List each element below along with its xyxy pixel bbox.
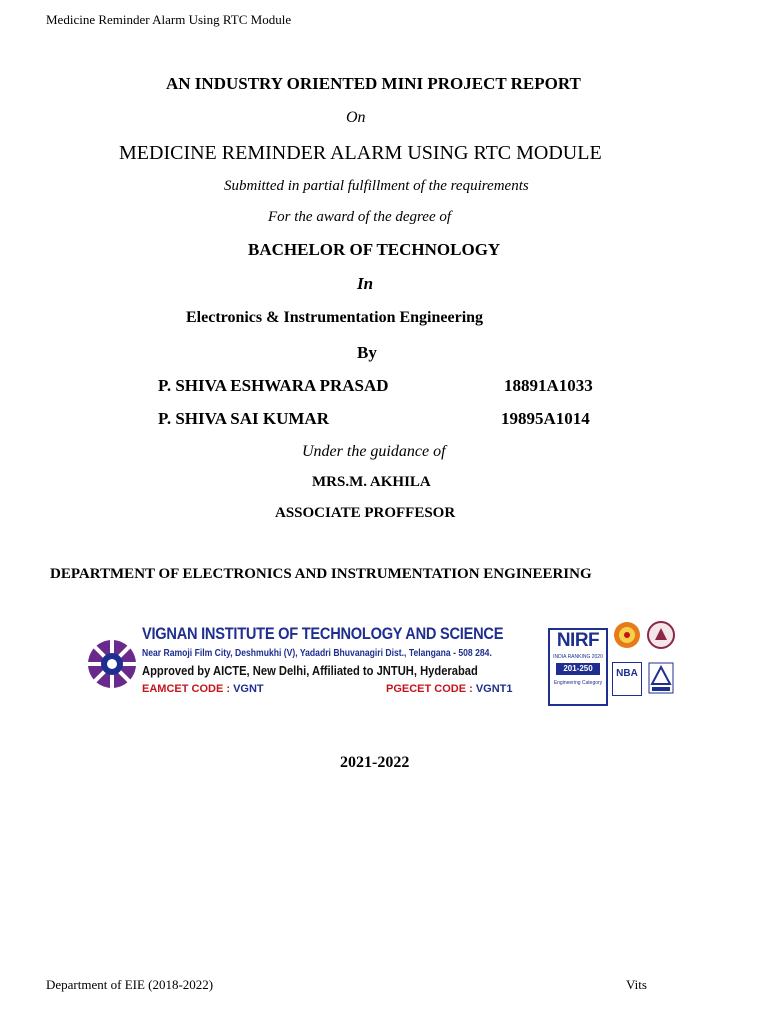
- guidance-line: Under the guidance of: [302, 443, 446, 460]
- on-label: On: [346, 109, 366, 126]
- student-name: P. SHIVA ESHWARA PRASAD: [158, 376, 389, 395]
- institute-name: VIGNAN INSTITUTE OF TECHNOLOGY AND SCIENCE: [142, 624, 504, 643]
- nirf-badge: [548, 628, 608, 706]
- student-roll: 18891A1033: [504, 376, 593, 395]
- award-line: For the award of the degree of: [268, 209, 452, 225]
- eamcet-value: VGNT: [233, 683, 264, 695]
- project-title: MEDICINE REMINDER ALARM USING RTC MODULE: [119, 142, 602, 164]
- eamcet-code: [142, 683, 264, 695]
- academic-year: 2021-2022: [340, 754, 410, 771]
- pgecet-value: VGNT1: [475, 683, 513, 695]
- nba-text: NBA: [616, 668, 638, 679]
- institute-logo-icon: [86, 622, 138, 706]
- degree: BACHELOR OF TECHNOLOGY: [248, 240, 501, 259]
- in-label: In: [357, 274, 374, 293]
- running-header: Medicine Reminder Alarm Using RTC Module: [46, 12, 292, 27]
- pgecet-label: PGECET CODE :: [386, 683, 476, 695]
- footer-right: Vits: [626, 977, 647, 992]
- nirf-logo-text: NIRF: [556, 630, 600, 651]
- department: DEPARTMENT OF ELECTRONICS AND INSTRUMENTATION ENGINEERING: [50, 566, 592, 582]
- institute-banner: [86, 618, 684, 710]
- guide-name: MRS.M. AKHILA: [312, 474, 431, 490]
- by-label: By: [357, 343, 377, 362]
- nba-logo-icon: [612, 662, 642, 696]
- eamcet-label: EAMCET CODE :: [142, 683, 234, 695]
- guide-title: ASSOCIATE PROFFESOR: [275, 505, 456, 521]
- jntuh-seal-icon: [646, 620, 676, 654]
- institute-approval: Approved by AICTE, New Delhi, Affiliated to JNTUH, Hyderabad: [142, 663, 478, 678]
- nirf-caption: INDIA RANKING 2020: [553, 654, 603, 660]
- nirf-category: Engineering Category: [553, 680, 603, 686]
- student-name: P. SHIVA SAI KUMAR: [158, 409, 329, 428]
- student-roll: 19895A1014: [501, 409, 590, 428]
- footer-left: Department of EIE (2018-2022): [46, 977, 214, 992]
- institute-address: Near Ramoji Film City, Deshmukhi (V), Yadadri Bhuvanagiri Dist., Telangana - 508 284.: [142, 648, 492, 659]
- submitted-line: Submitted in partial fulfillment of the requirements: [224, 178, 529, 194]
- nirf-rank: 201-250: [556, 663, 600, 675]
- branch: Electronics & Instrumentation Engineering: [186, 309, 484, 326]
- aicte-seal-icon: [612, 620, 642, 654]
- pgecet-code: [386, 683, 513, 695]
- certification-mark-icon: [648, 662, 674, 696]
- report-type: AN INDUSTRY ORIENTED MINI PROJECT REPORT: [166, 74, 581, 93]
